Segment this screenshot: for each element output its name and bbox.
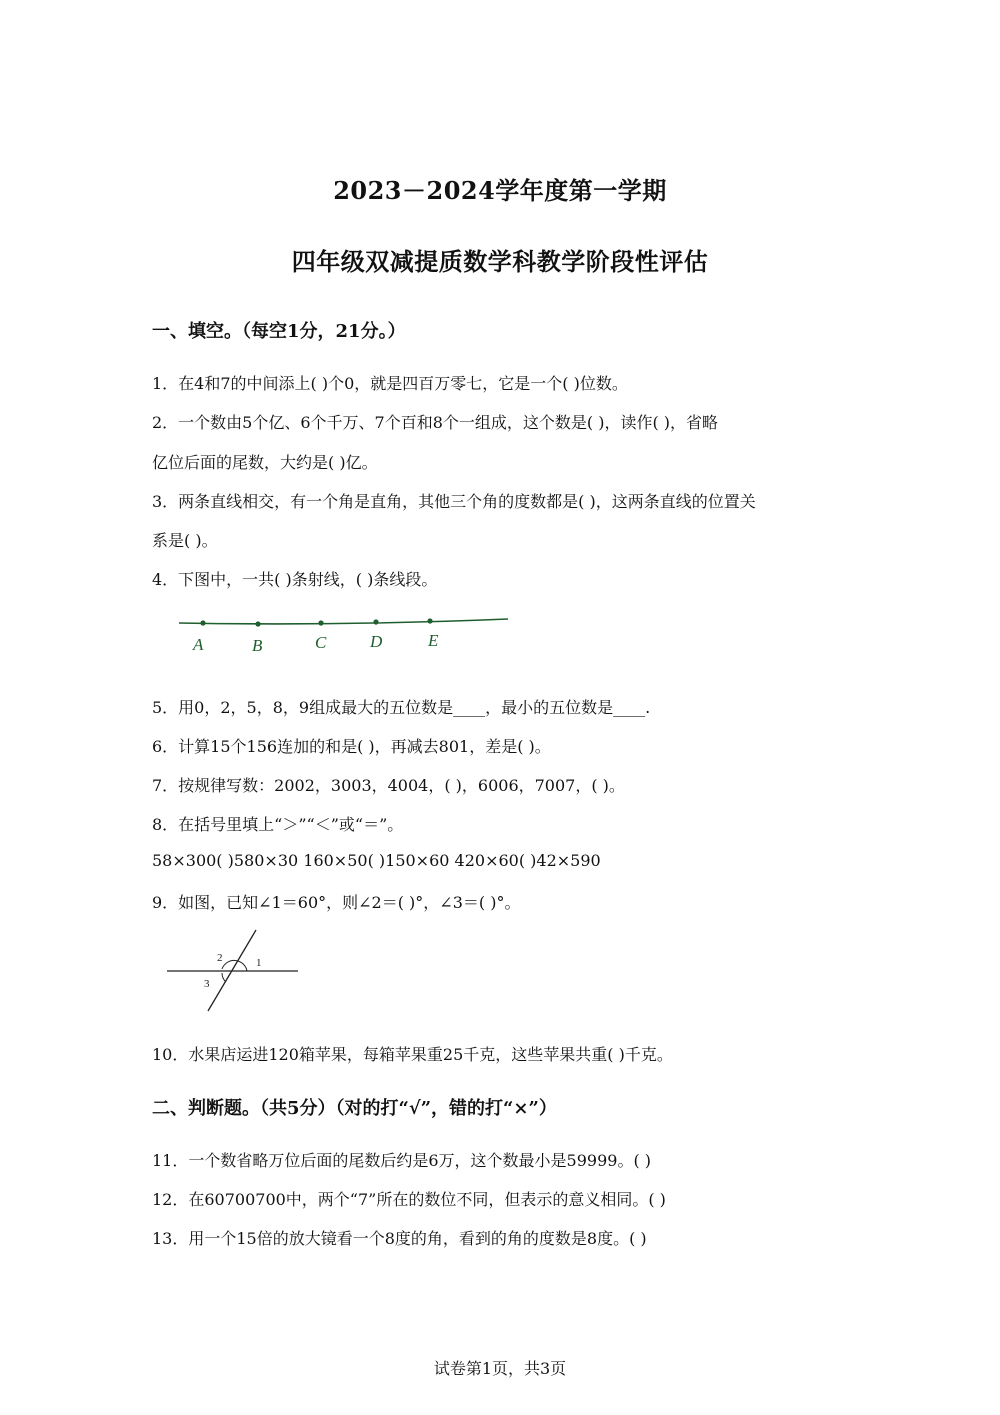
point-b-dot: [255, 621, 260, 626]
point-c-dot: [318, 620, 323, 625]
question-12: 12．在60700700中，两个“7”所在的数位不同，但表示的意义相同。( ): [152, 1190, 666, 1209]
question-1: 1．在4和7的中间添上( )个0，就是四百万零七，它是一个( )位数。: [152, 374, 628, 393]
page-footer: 试卷第1页，共3页: [433, 1359, 567, 1378]
section-heading-true-false: 二、判断题。（共5分）（对的打“√”，错的打“×”）: [152, 1098, 557, 1119]
question-13: 13．用一个15倍的放大镜看一个8度的角，看到的角的度数是8度。( ): [152, 1229, 647, 1248]
question-9: 9．如图，已知∠1＝60°，则∠2＝( )°，∠3＝( )°。: [152, 893, 521, 912]
angle-figure: [160, 925, 310, 1017]
question-7: 7．按规律写数：2002，3003，4004，( )，6006，7007，( )。: [152, 776, 625, 795]
point-label-a: A: [193, 635, 204, 654]
angle-label-1: 1: [256, 957, 262, 969]
point-label-c: C: [315, 633, 327, 652]
question-2-line2: 亿位后面的尾数，大约是( )亿。: [152, 453, 378, 472]
question-3-line2: 系是( )。: [152, 531, 218, 550]
angle-label-2: 2: [217, 952, 223, 964]
question-5: 5．用0，2，5，8，9组成最大的五位数是____，最小的五位数是____.: [152, 698, 651, 717]
points-line-figure: [170, 606, 520, 662]
question-4: 4．下图中，一共( )条射线，( )条线段。: [152, 570, 438, 589]
ray-line: [179, 619, 508, 624]
question-8: 8．在括号里填上“＞”“＜”或“＝”。: [152, 815, 404, 834]
exam-title-line2: 四年级双减提质数学科教学阶段性评估: [291, 247, 709, 276]
question-3-line1: 3．两条直线相交，有一个角是直角，其他三个角的度数都是( )，这两条直线的位置关: [152, 492, 756, 511]
question-10: 10．水果店运进120箱苹果，每箱苹果重25千克，这些苹果共重( )千克。: [152, 1045, 673, 1064]
angle-label-3: 3: [204, 978, 210, 990]
question-2-line1: 2．一个数由5个亿、6个千万、7个百和8个一组成，这个数是( )，读作( )，省略: [152, 413, 719, 432]
question-11: 11．一个数省略万位后面的尾数后约是6万，这个数最小是59999。( ): [152, 1151, 652, 1170]
point-label-b: B: [252, 636, 263, 655]
section-heading-fill-blanks: 一、填空。（每空1分，21分。）: [152, 321, 406, 342]
question-6: 6．计算15个156连加的和是( )，再减去801，差是( )。: [152, 737, 551, 756]
point-label-e: E: [428, 631, 439, 650]
point-e-dot: [427, 618, 432, 623]
point-d-dot: [373, 619, 378, 624]
question-8-comparisons: 58×300( )580×30 160×50( )150×60 420×60( )42×590: [152, 851, 601, 870]
point-a-dot: [200, 620, 205, 625]
point-label-d: D: [370, 632, 383, 651]
exam-title-line1: 2023－2024学年度第一学期: [333, 176, 667, 205]
